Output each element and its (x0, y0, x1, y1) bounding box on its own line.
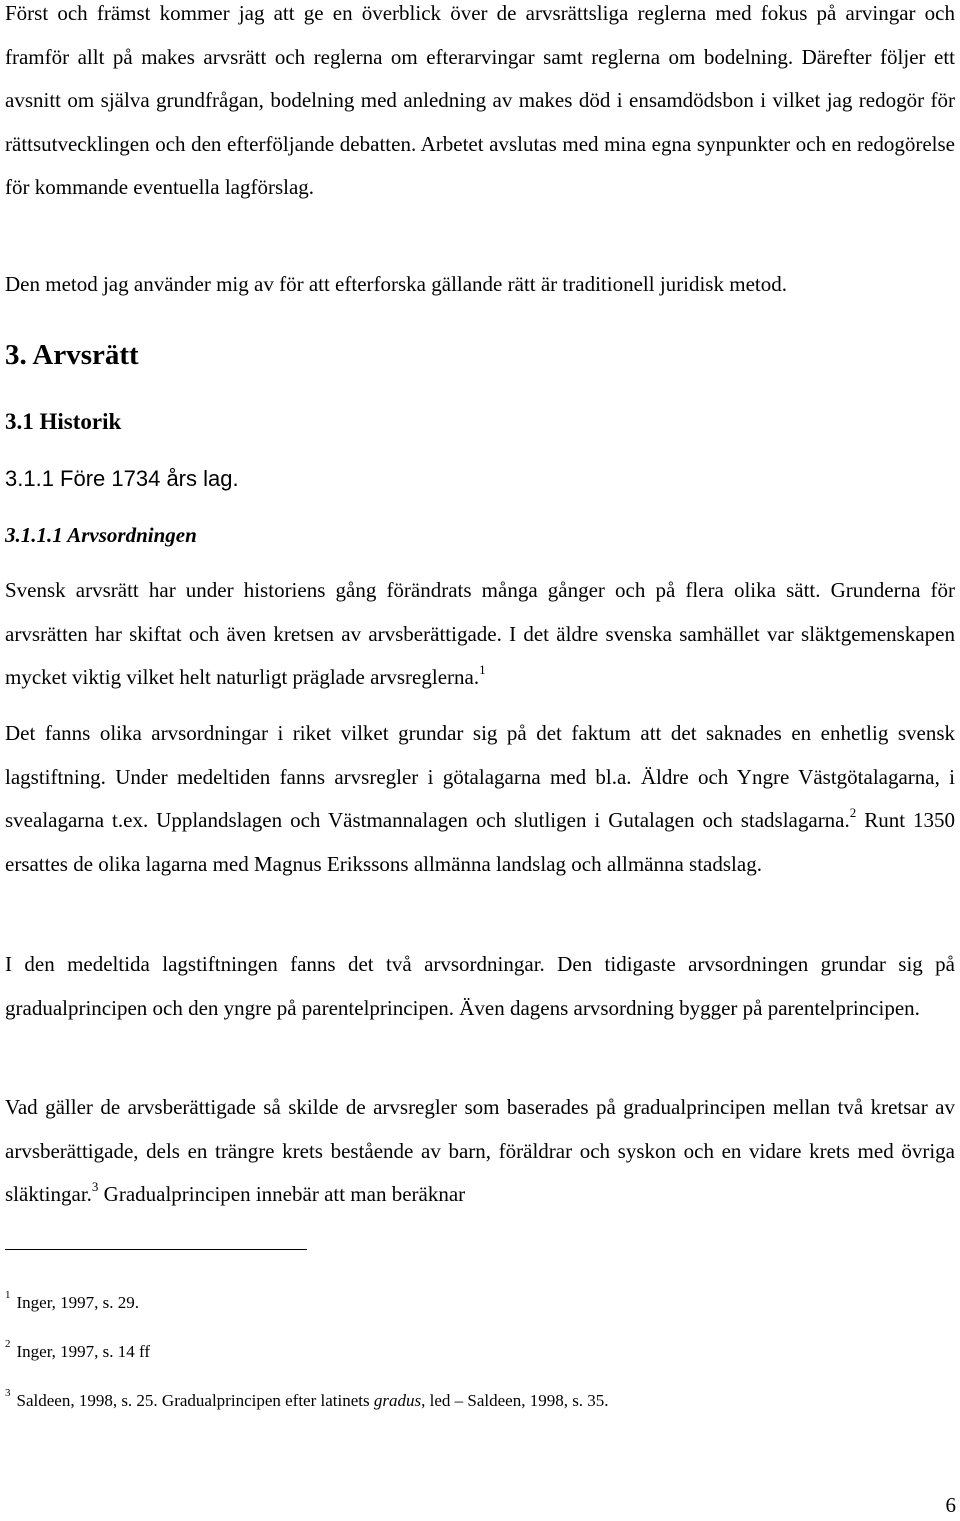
arvsberattigade-paragraph-text-cont: Gradualprincipen innebär att man beräknar (98, 1182, 466, 1206)
method-paragraph (5, 263, 955, 307)
footnote-3-italic-term: gradus (373, 1391, 422, 1410)
arvsordningar-paragraph-text-cont: Runt 1350 ersattes de olika lagarna med Magnus Erikssons allmänna landslag och allmänna stadslag. (5, 808, 956, 876)
footnote-3-text-cont: , led – Saldeen, 1998, s. 35. (421, 1391, 609, 1410)
medeltida-paragraph-text: I den medeltida lagstiftningen fanns det två arvsordningar. Den tidigaste arvsordningen grundar sig på gradualprincipen och den yngre på parentelprincipen. Även dagens arvsordning bygger på parentelprincipen. (5, 952, 955, 1020)
arvsberattigade-paragraph (5, 1086, 955, 1217)
footnote-3 (5, 1388, 609, 1414)
page-number: 6 (945, 1493, 956, 1517)
heading-arvsordningen: 3.1.1.1 Arvsordningen (5, 523, 197, 547)
intro-paragraph-text: Först och främst kommer jag att ge en överblick över de arvsrättsliga reglerna med fokus på arvingar och framför allt på makes arvsrätt och reglerna om efterarvingar samt reglerna om bodelning. Därefter följer ett avsnitt om själva grundfrågan, bodelning med anledning av makes död i ensamdödsbon i vilket jag redogör för rättsutvecklingen och den efterföljande debatten. Arbetet avslutas med mina egna synpunkter och en redogörelse för kommande eventuella lagförslag. (5, 1, 955, 199)
medeltida-paragraph (5, 943, 955, 1030)
heading-arvsratt: 3. Arvsrätt (5, 339, 139, 371)
footnote-2-number: 2 (5, 1338, 11, 1351)
footnote-ref-2: 2 (849, 805, 857, 820)
history-paragraph-text: Svensk arvsrätt har under historiens gång förändrats många gånger och på flera olika sätt. Grunderna för arvsrätten har skiftat och även kretsen av arvsberättigade. I det äldre svenska samhället var släktgemenskapen mycket viktig vilket helt naturligt präglade arvsreglerna. (5, 578, 955, 689)
method-paragraph-text: Den metod jag använder mig av för att efterforska gällande rätt är traditionell juridisk metod. (5, 272, 787, 296)
footnote-ref-1: 1 (479, 662, 486, 677)
history-paragraph (5, 569, 955, 700)
arvsordningar-paragraph (5, 712, 955, 886)
footnote-3-number: 3 (5, 1387, 11, 1400)
footnote-1-number: 1 (5, 1289, 11, 1302)
footnote-3-text: Saldeen, 1998, s. 25. Gradualprincipen efter latinets (16, 1391, 374, 1410)
footnote-separator (5, 1249, 307, 1250)
footnote-ref-3: 3 (91, 1179, 99, 1194)
footnote-2-text: Inger, 1997, s. 14 ff (16, 1342, 151, 1361)
arvsberattigade-paragraph-text: Vad gäller de arvsberättigade så skilde de arvsregler som baserades på gradualprincipen mellan två kretsar av arvsberättigade, dels en trängre krets bestående av barn, föräldrar och syskon och en vidare krets med övriga släktingar. (5, 1095, 955, 1206)
heading-fore-1734: 3.1.1 Före 1734 års lag. (5, 466, 239, 491)
footnote-1-text: Inger, 1997, s. 29. (16, 1293, 140, 1312)
heading-historik: 3.1 Historik (5, 409, 122, 434)
footnote-1 (5, 1290, 139, 1316)
arvsordningar-paragraph-text: Det fanns olika arvsordningar i riket vilket grundar sig på det faktum att det saknades en enhetlig svensk lagstiftning. Under medeltiden fanns arvsregler i götalagarna med bl.a. Äldre och Yngre Västgötalagarna, i svealagarna t.ex. Upplandslagen och Västmannalagen och slutligen i Gutalagen och stadslagarna. (5, 721, 955, 832)
footnote-2 (5, 1339, 150, 1365)
intro-paragraph (5, 0, 955, 210)
